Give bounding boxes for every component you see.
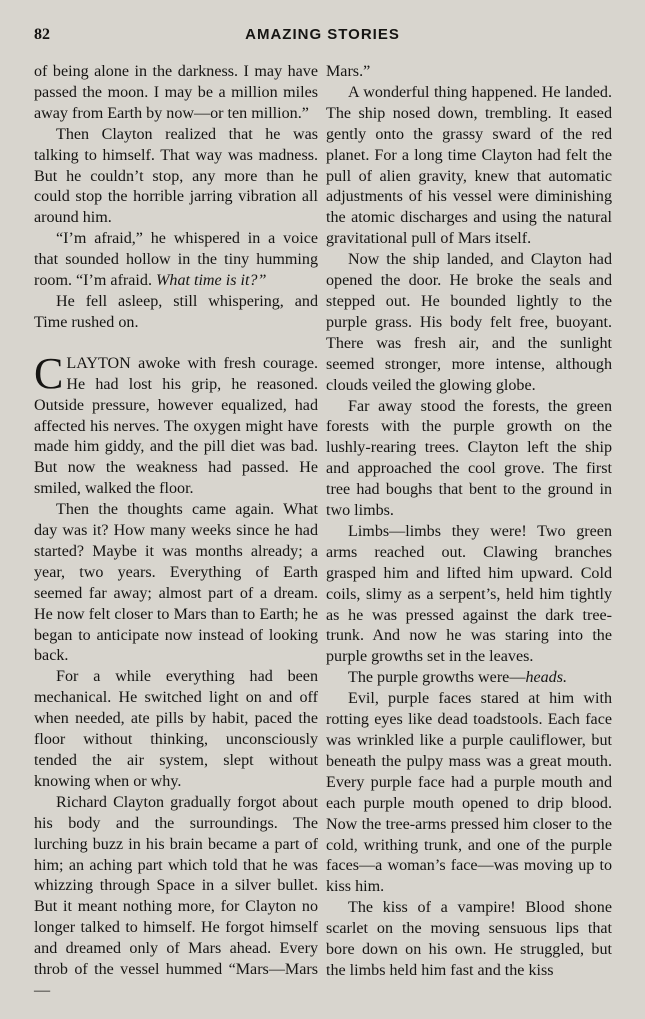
paragraph [34,229,318,292]
right-column [326,62,612,982]
left-column [34,62,318,1002]
italic-text: heads. [525,669,568,687]
paragraph: He fell asleep, still whispering, and Time rushed on. [34,292,318,331]
page-number: 82 [34,26,50,43]
paragraph: The kiss of a vampire! Blood shone scarlet on the moving sensuous lips that bore down on his own. He struggled, but the limbs held him fast and the kiss [326,899,612,979]
paragraph: For a while everything had been mechanical. He switched light on and off when needed, ate pills by habit, paced the floor without thinking, unconsciously tended the air system, slept without knowing when or why. [34,668,318,790]
paragraph: Then Clayton realized that he was talking to himself. That way was madness. But he couldn’t stop, any more than he could stop the horrible jarring vibration all around him. [34,125,318,227]
paragraph: of being alone in the darkness. I may have passed the moon. I may be a million miles away from Earth by now—or ten million.” [34,63,318,122]
paragraph: Evil, purple faces stared at him with rotting eyes like dead toadstools. Each face was wrinkled like a purple cauliflower, but beneath the pulpy mass was a great mouth. Every purple face had a purple mouth and each purple mouth opened to drip blood. Now the tree-arms pressed him closer to the cold, writhing trunk, and one of the purple faces—a woman’s face—was moving up to kiss him. [326,690,612,896]
section-opening-paragraph [34,348,318,500]
italic-text: What time is it?” [156,272,267,290]
paragraph [326,668,612,689]
paragraph: Richard Clayton gradually forgot about his body and the surroundings. The lurching buzz in his brain became a part of him; an aching part which told that he was whizzing through Space in a silver bullet. But it meant nothing more, for Clayton no longer talked to himself. He forgot himself and dreamed only of Mars ahead. Every throb of the vessel hummed “Mars—Mars— [34,793,318,999]
paragraph-text: “I’m afraid,” he whispered in a voice that sounded hollow in the tiny humming room. “I’m afraid. [34,230,318,290]
drop-cap: C [34,348,64,398]
paragraph: Then the thoughts came again. What day was it? How many weeks since he had started? Maybe it was months already; a year, two years. Everything of Earth seemed far away; almost part of a dream. He now felt closer to Mars than to Earth; he began to anticipate now instead of looking back. [34,501,318,665]
paragraph: Now the ship landed, and Clayton had opened the door. He broke the seals and stepped out. He bounded lightly to the purple grass. His body felt free, buoyant. There was fresh air, and the sunlight seemed stronger, more intense, although clouds veiled the glowing globe. [326,251,612,394]
running-head: AMAZING STORIES [245,26,400,43]
paragraph-text: The purple growths were— [348,669,526,687]
paragraph-text: LAYTON awoke with fresh courage. He had lost his grip, he reasoned. Outside pressure, however equalized, had affected his nerves. The oxygen might have made him giddy, and the pill diet was bad. But now the weakness had passed. He smiled, walked the floor. [34,354,318,498]
paragraph: A wonderful thing happened. He landed. The ship nosed down, trembling. It eased gently onto the grassy sward of the red planet. For a long time Clayton had felt the pull of alien gravity, knew that automatic adjustments of his vessel were diminishing the atomic discharges and using the natural gravitational pull of Mars itself. [326,83,612,248]
paragraph: Limbs—limbs they were! Two green arms reached out. Clawing branches grasped him and lifted him upward. Cold coils, slimy as a serpent’s, held him tightly as he was pressed against the dark tree-trunk. And now he was staring into the purple growths set in the leaves. [326,522,612,666]
paragraph: Far away stood the forests, the green forests with the purple growth on the lushly-rearing trees. Clayton left the ship and approached the cool grove. The first tree had boughs that bent to the ground in two limbs. [326,397,612,520]
page-header [34,26,611,48]
paragraph: Mars.” [326,63,371,80]
